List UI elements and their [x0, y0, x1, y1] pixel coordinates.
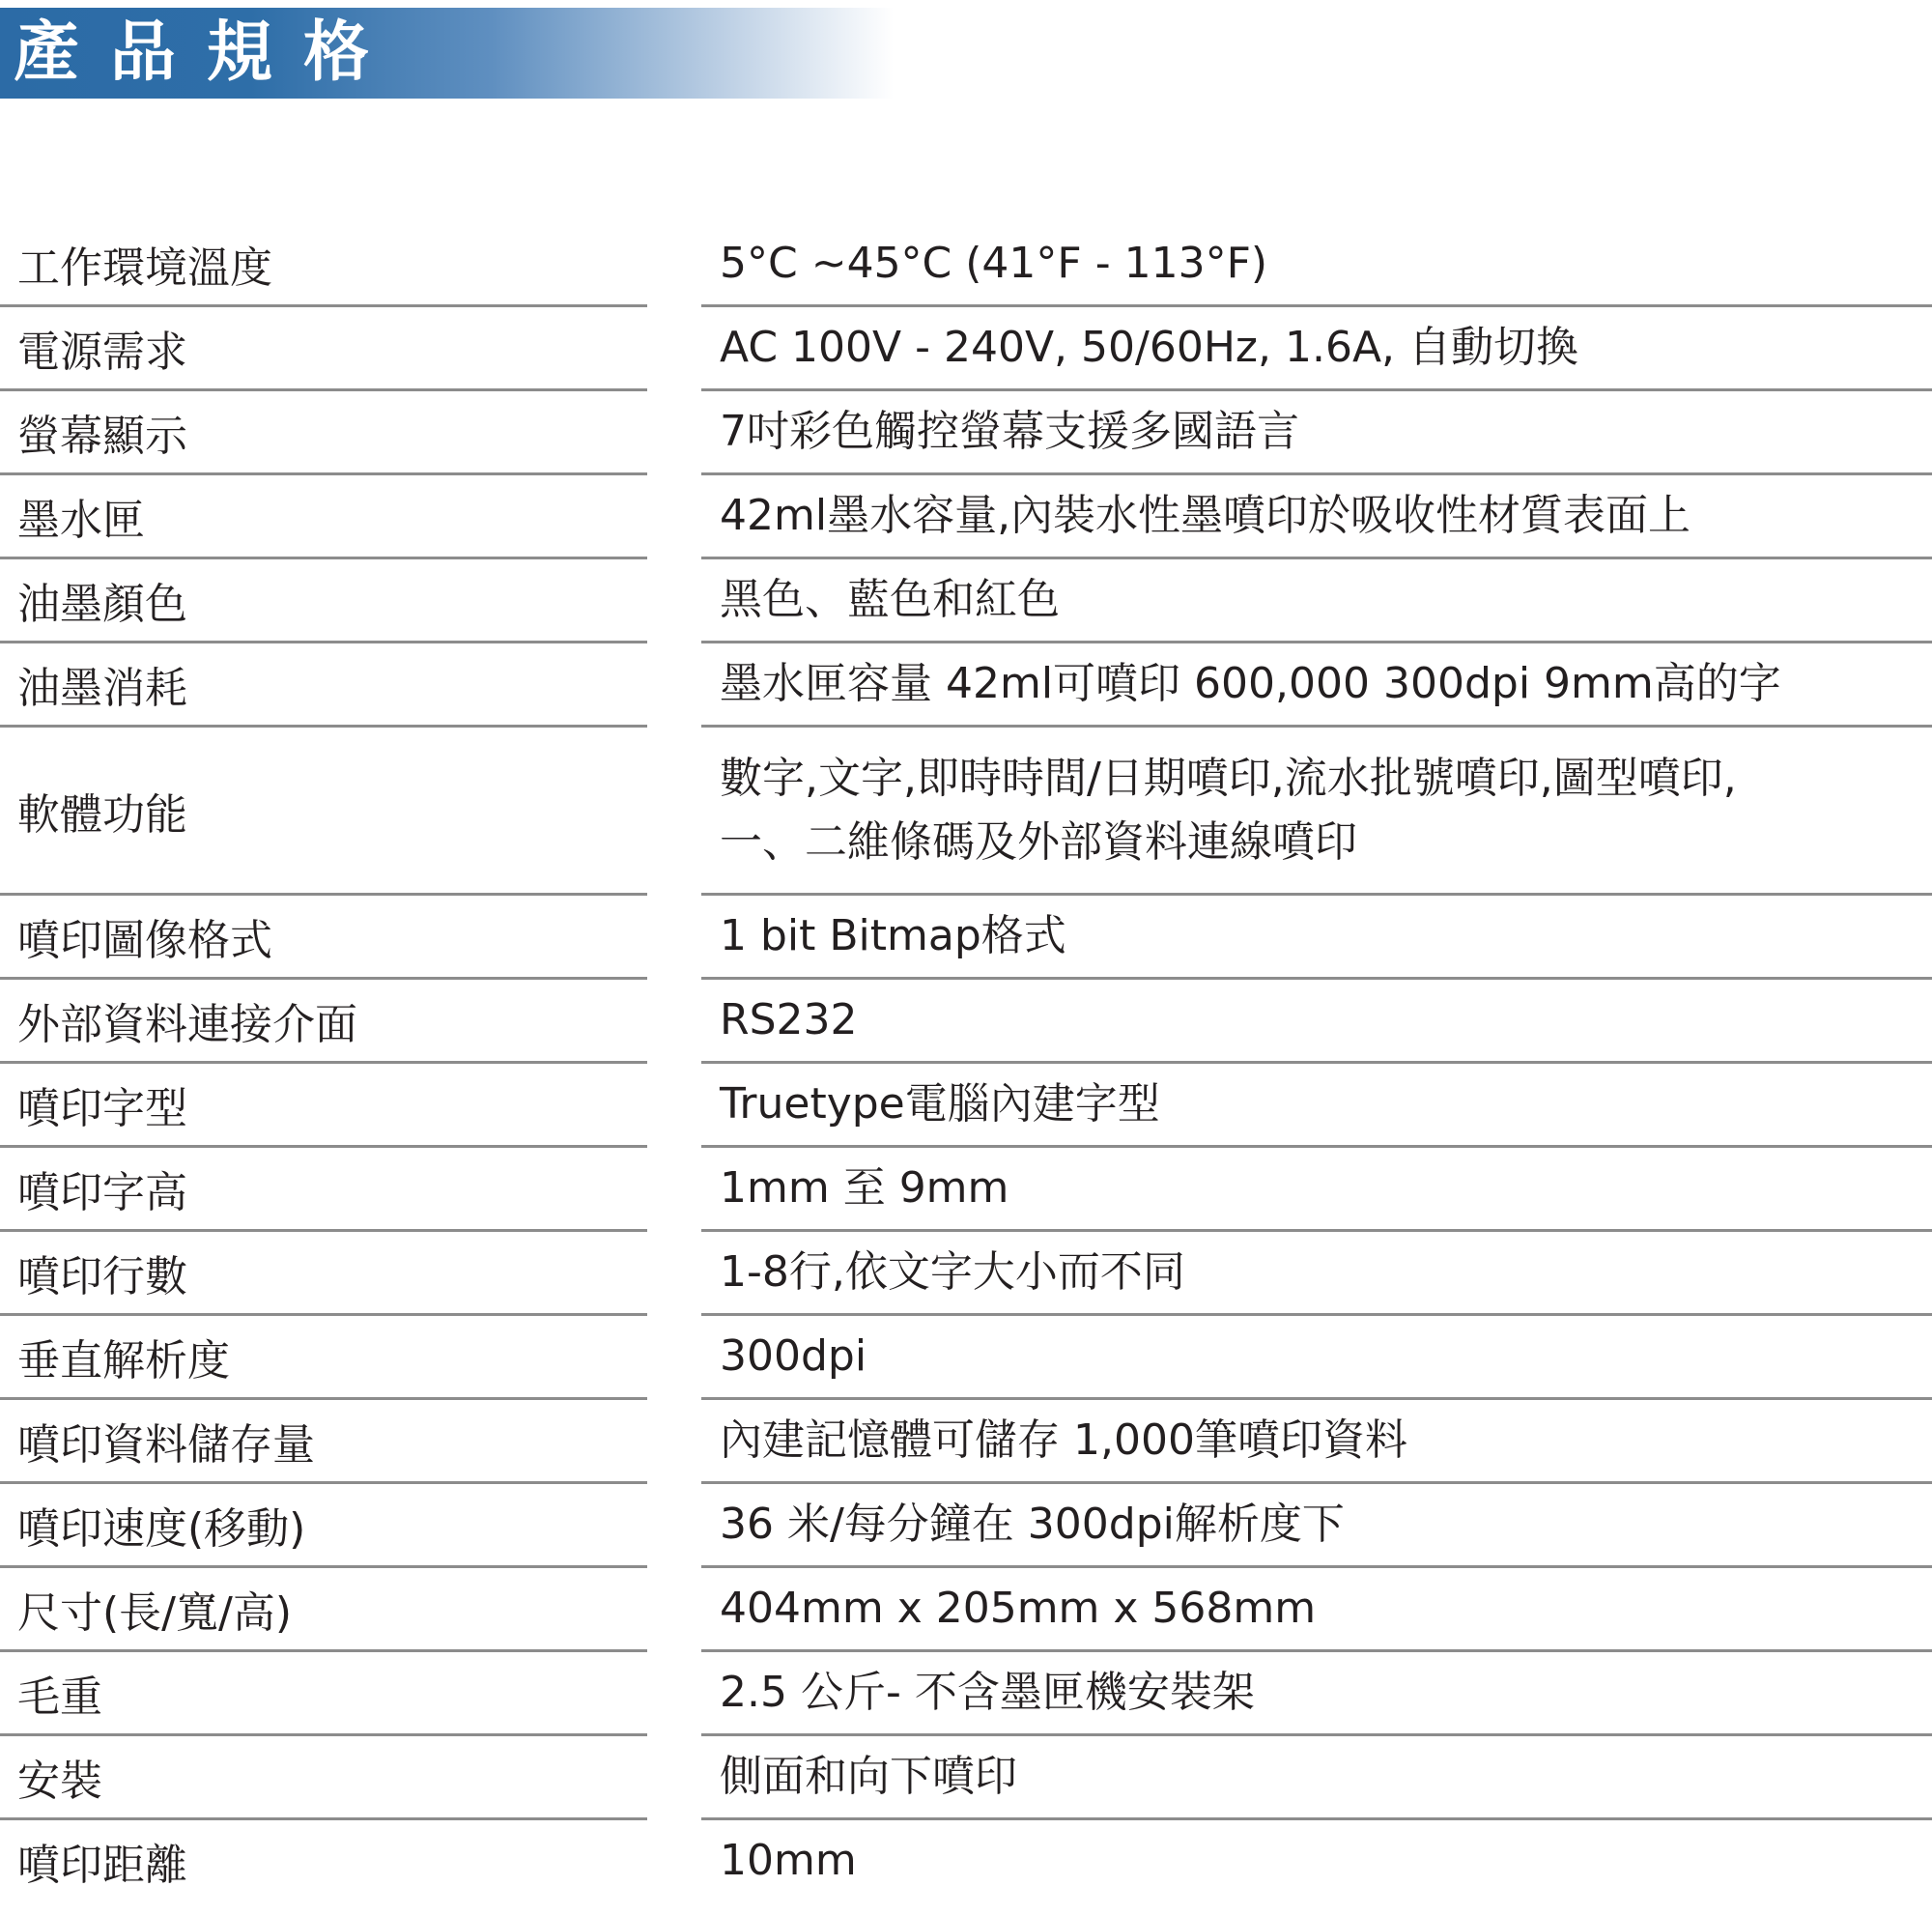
spec-row [0, 223, 1932, 307]
spec-value-line: 1mm 至 9mm [720, 1163, 1009, 1213]
spec-label: 垂直解析度 [17, 1336, 230, 1386]
spec-value-line: 內建記憶體可儲存 1,000筆噴印資料 [720, 1415, 1407, 1465]
spec-label: 墨水匣 [17, 496, 145, 545]
spec-label: 軟體功能 [17, 789, 187, 840]
spec-row [0, 1484, 1932, 1568]
spec-value [720, 980, 1922, 1061]
spec-value-line: 5°C ~45°C (41°F - 113°F) [720, 239, 1268, 288]
header-banner [0, 8, 894, 99]
spec-row [0, 643, 1932, 728]
spec-row [0, 1652, 1932, 1736]
spec-row [0, 1820, 1932, 1904]
spec-value [720, 307, 1922, 388]
spec-label: 尺寸(長/寬/高) [17, 1588, 292, 1638]
spec-row [0, 896, 1932, 980]
spec-row [0, 728, 1932, 896]
spec-row [0, 1316, 1932, 1400]
spec-value-line: 300dpi [720, 1331, 867, 1381]
spec-label: 噴印字高 [17, 1168, 187, 1217]
spec-label: 安裝 [17, 1757, 102, 1806]
spec-value [720, 223, 1922, 304]
spec-label: 噴印距離 [17, 1841, 187, 1890]
page-title: 產品規格 [14, 14, 401, 91]
spec-label: 噴印字型 [17, 1084, 187, 1133]
spec-value [720, 1316, 1922, 1397]
spec-value-line: 1 bit Bitmap格式 [720, 911, 1066, 960]
spec-value-line: 36 米/每分鐘在 300dpi解析度下 [720, 1500, 1345, 1549]
spec-value-line: 側面和向下噴印 [720, 1752, 1017, 1801]
spec-value [720, 1568, 1922, 1649]
spec-value-line: 墨水匣容量 42ml可噴印 600,000 300dpi 9mm高的字 [720, 659, 1781, 708]
spec-row [0, 1736, 1932, 1820]
spec-value-line: 42ml墨水容量,內裝水性墨噴印於吸收性材質表面上 [720, 491, 1691, 540]
spec-row [0, 475, 1932, 559]
spec-label: 油墨消耗 [17, 664, 187, 713]
spec-row [0, 307, 1932, 391]
spec-row [0, 1148, 1932, 1232]
spec-value [720, 1400, 1922, 1481]
spec-value [720, 1652, 1922, 1733]
spec-value-line: 數字,文字,即時時間/日期噴印,流水批號噴印,圖型噴印, [720, 753, 1737, 803]
spec-label: 噴印圖像格式 [17, 916, 272, 965]
spec-value [720, 1820, 1922, 1901]
spec-value-line: Truetype電腦內建字型 [720, 1079, 1160, 1129]
spec-value [720, 1736, 1922, 1817]
spec-value-line: 黑色、藍色和紅色 [720, 575, 1060, 624]
spec-row [0, 391, 1932, 475]
spec-label: 噴印行數 [17, 1252, 187, 1301]
spec-row [0, 1232, 1932, 1316]
spec-value [720, 475, 1922, 557]
spec-value [720, 1232, 1922, 1313]
spec-value [720, 896, 1922, 977]
spec-row [0, 980, 1932, 1064]
spec-value [720, 559, 1922, 641]
spec-value-line: AC 100V - 240V, 50/60Hz, 1.6A, 自動切換 [720, 323, 1579, 372]
spec-row [0, 1064, 1932, 1148]
spec-label: 工作環境溫度 [17, 243, 272, 293]
spec-table [0, 223, 1932, 1904]
spec-value [720, 1148, 1922, 1229]
spec-value [720, 391, 1922, 472]
spec-label: 外部資料連接介面 [17, 1000, 357, 1049]
spec-label: 油墨顏色 [17, 580, 187, 629]
spec-value-line: 1-8行,依文字大小而不同 [720, 1247, 1185, 1297]
spec-value-line: 一、二維條碼及外部資料連線噴印 [720, 816, 1357, 867]
spec-label: 噴印速度(移動) [17, 1504, 306, 1554]
spec-row [0, 1400, 1932, 1484]
spec-value-line: 2.5 公斤- 不含墨匣機安裝架 [720, 1668, 1255, 1717]
spec-value-line: 10mm [720, 1836, 857, 1885]
spec-label: 噴印資料儲存量 [17, 1420, 315, 1470]
spec-label: 電源需求 [17, 328, 187, 377]
spec-row [0, 1568, 1932, 1652]
spec-value-line: 404mm x 205mm x 568mm [720, 1584, 1317, 1633]
spec-value [720, 1484, 1922, 1565]
spec-value [720, 1064, 1922, 1145]
spec-value-line: 7吋彩色觸控螢幕支援多國語言 [720, 407, 1299, 456]
spec-label: 毛重 [17, 1672, 102, 1722]
spec-value-line: RS232 [720, 995, 858, 1044]
spec-value [720, 643, 1922, 725]
spec-label: 螢幕顯示 [17, 412, 187, 461]
spec-row [0, 559, 1932, 643]
spec-value [720, 728, 1922, 893]
